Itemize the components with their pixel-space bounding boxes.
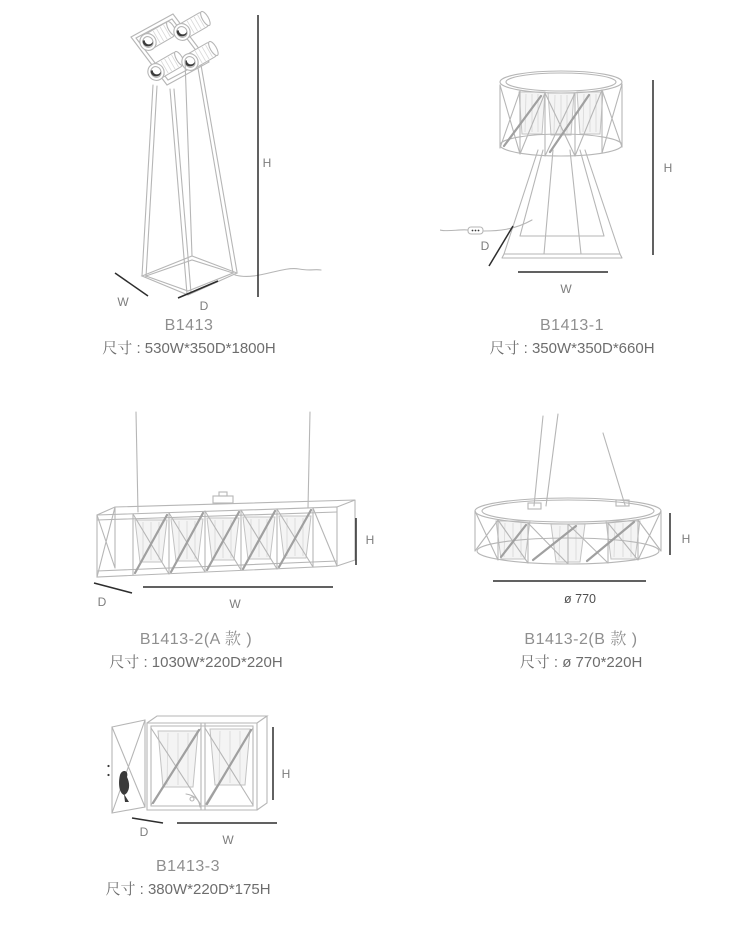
product-size: 尺寸 : 530W*350D*1800H — [102, 340, 276, 357]
table-lamp-drawing — [440, 60, 685, 305]
product-size: 尺寸 : 350W*350D*660H — [489, 340, 655, 357]
product-caption — [102, 315, 275, 359]
product-size: 尺寸 : ø 770*220H — [519, 654, 643, 671]
floor-lamp-drawing — [95, 5, 325, 317]
table-lamp-legs — [502, 150, 622, 258]
depth-dimension-line — [489, 226, 513, 266]
model-number: B1413-2(B 款 ) — [524, 631, 638, 648]
product-size: 尺寸 : 1030W*220D*220H — [109, 654, 283, 671]
floor-lamp-legs — [142, 60, 237, 294]
model-number: B1413 — [164, 317, 214, 334]
product-caption — [489, 315, 654, 359]
width-label: W — [117, 295, 129, 309]
width-label: W — [222, 833, 234, 847]
wall-lamp-drawing — [100, 695, 300, 851]
height-label: H — [262, 156, 272, 170]
model-number: B1413-2(A 款 ) — [139, 631, 253, 648]
product-caption — [105, 856, 270, 900]
width-label: W — [560, 282, 572, 296]
suspension-wires — [136, 412, 310, 512]
product-card-round-pendant — [440, 408, 700, 671]
depth-label: D — [199, 299, 209, 313]
spotlight-head — [131, 10, 220, 85]
power-cord — [235, 269, 321, 277]
depth-dimension-line — [94, 583, 132, 593]
model-number: B1413-1 — [540, 317, 604, 334]
power-cord — [440, 220, 532, 234]
product-caption — [520, 629, 643, 673]
round-pendant-drawing — [440, 408, 700, 614]
product-size: 尺寸 : 380W*220D*175H — [105, 881, 271, 898]
truss-frame — [97, 492, 355, 577]
product-caption — [109, 629, 282, 673]
depth-label: D — [139, 825, 149, 839]
linear-pendant-drawing — [85, 408, 385, 614]
diameter-label: ø 770 — [564, 592, 596, 606]
product-card-linear-pendant — [85, 408, 385, 671]
product-card-wall-lamp — [100, 695, 300, 898]
lamp-shades — [519, 92, 603, 135]
product-card-table-lamp — [440, 60, 685, 370]
height-label: H — [281, 767, 291, 781]
model-number: B1413-3 — [156, 858, 220, 875]
depth-dimension-line — [132, 818, 163, 823]
bird-ornament — [119, 771, 129, 795]
height-label: H — [663, 161, 673, 175]
depth-label: D — [480, 239, 490, 253]
depth-label: D — [97, 595, 107, 609]
suspension-wires — [534, 414, 625, 506]
height-label: H — [681, 532, 691, 546]
mounting-plate — [107, 720, 145, 813]
width-label: W — [229, 597, 241, 611]
height-label: H — [365, 533, 375, 547]
product-card-floor-lamp — [95, 5, 325, 365]
